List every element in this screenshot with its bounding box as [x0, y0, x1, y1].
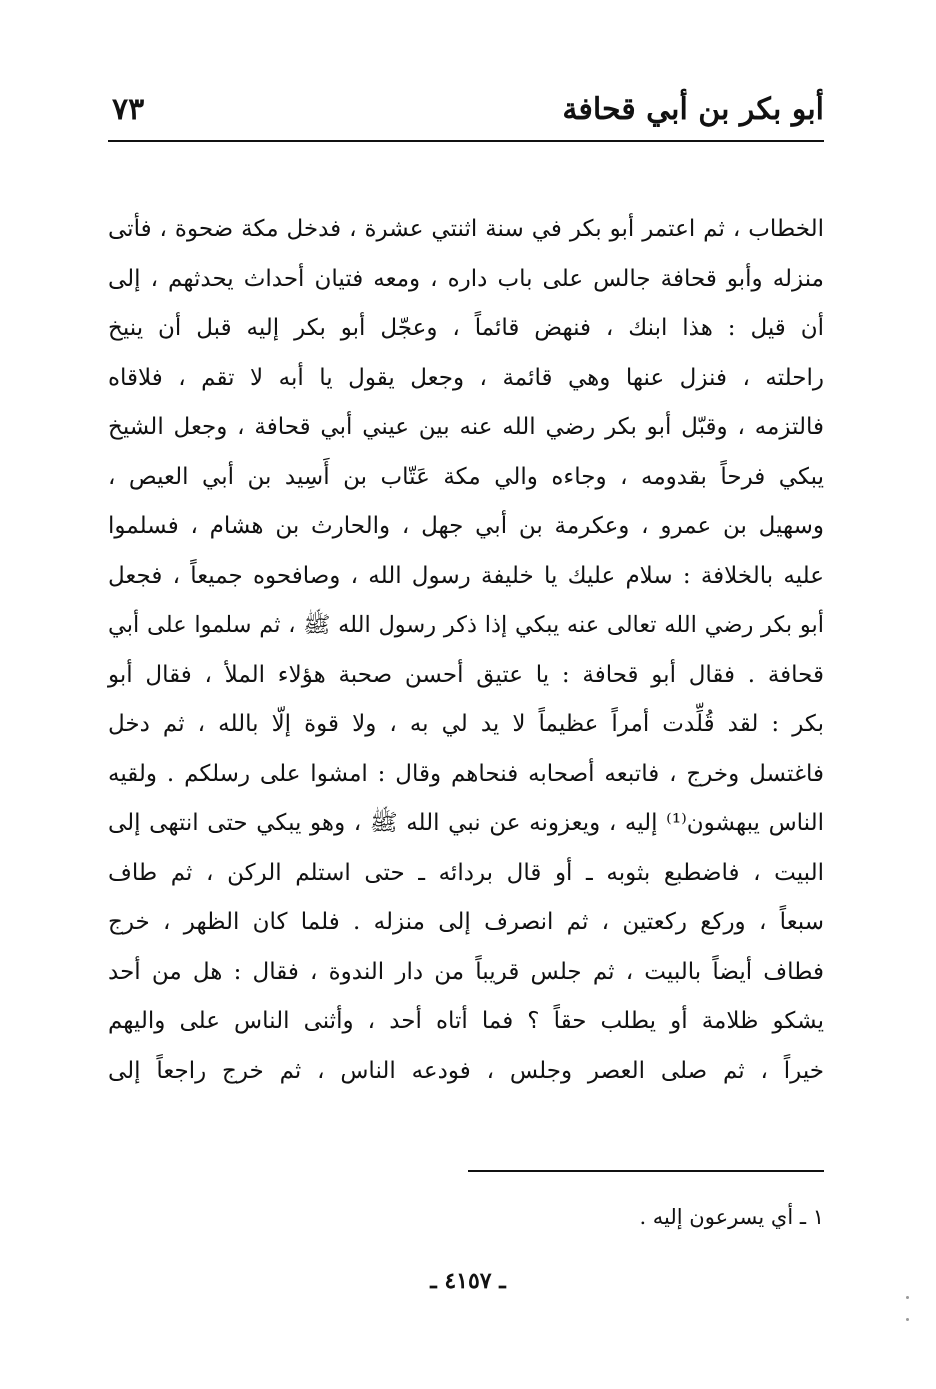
text-line: راحلته ، فنزل عنها وهي قائمة ، وجعل يقول يا أبه لا تقم ، فلاقاه [108, 364, 824, 391]
text-line: البيت ، فاضطبع بثوبه ـ أو قال بردائه ـ حتى استلم الركن ، ثم طاف [108, 859, 824, 886]
text-line: قحافة . فقال أبو قحافة : يا عتيق أحسن صحبة هؤلاء الملأ ، فقال أبو [108, 661, 824, 688]
text-line: سبعاً ، وركع ركعتين ، ثم انصرف إلى منزله . فلما كان الظهر ، خرج [108, 909, 824, 935]
text-line: الناس يبهشون⁽¹⁾ إليه ، ويعزونه عن نبي الله ﷺ ، وهو يبكي حتى انتهى إلى [108, 810, 824, 836]
body-text [108, 205, 824, 1096]
text-line: يشكو ظلامة أو يطلب حقاً ؟ فما أتاه أحد ، وأثنى الناس على واليهم [108, 1008, 824, 1034]
text-line: خيراً ، ثم صلى العصر وجلس ، فودعه الناس ، ثم خرج راجعاً إلى [108, 1057, 824, 1084]
running-header-page-number: ٧٣ [112, 92, 145, 127]
text-line: وسهيل بن عمرو ، وعكرمة بن أبي جهل ، والحارث بن هشام ، فسلموا [108, 513, 824, 539]
text-line: عليه بالخلافة : سلام عليك يا خليفة رسول الله ، وصافحوه جميعاً ، فجعل [108, 562, 824, 589]
text-line: أن قيل : هذا ابنك ، فنهض قائماً ، وعجّل أبو بكر إليه قبل أن ينيخ [108, 315, 824, 341]
scan-speck [906, 1318, 909, 1321]
text-line: بكر : لقد قُلِّدت أمراً عظيماً لا يد لي به ، ولا قوة إلّا بالله ، ثم دخل [108, 711, 824, 737]
header-rule [108, 140, 824, 142]
text-line: منزله وأبو قحافة جالس على باب داره ، ومعه فتيان أحداث يحدثهم ، إلى [108, 265, 824, 292]
text-line: يبكي فرحاً بقدومه ، وجاءه والي مكة عَتّاب بن أَسِيد بن أبي العيص ، [108, 463, 824, 490]
text-line: أبو بكر رضي الله تعالى عنه يبكي إذا ذكر رسول الله ﷺ ، ثم سلموا على أبي [108, 612, 824, 638]
footnote-rule [468, 1170, 824, 1172]
text-line: فطاف أيضاً بالبيت ، ثم جلس قريباً من دار الندوة ، فقال : هل من أحد [108, 958, 824, 985]
scan-speck [906, 1296, 909, 1299]
footnote: ١ ـ أي يسرعون إليه . [639, 1205, 824, 1229]
text-line: فالتزمه ، وقبّل أبو بكر رضي الله عنه بين عيني أبي قحافة ، وجعل الشيخ [108, 414, 824, 440]
text-line: الخطاب ، ثم اعتمر أبو بكر في سنة اثنتي عشرة ، فدخل مكة ضحوة ، فأتى [108, 216, 824, 242]
text-line: فاغتسل وخرج ، فاتبعه أصحابه فنحاهم وقال : امشوا على رسلكم . ولقيه [108, 760, 824, 787]
page-number: ـ ٤١٥٧ ـ [430, 1268, 506, 1294]
running-header-title: أبو بكر بن أبي قحافة [562, 92, 824, 127]
